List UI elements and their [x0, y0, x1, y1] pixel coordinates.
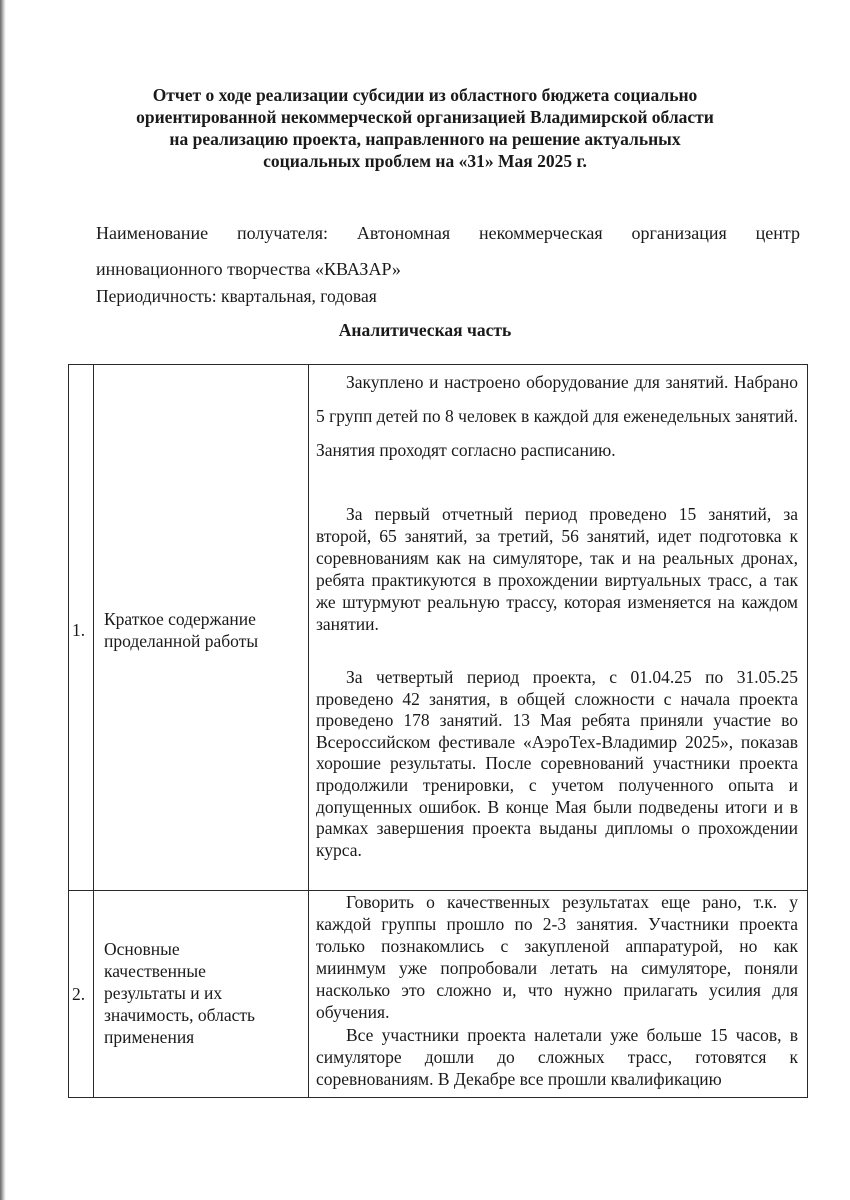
- recipient-line-2: инновационного творчества «КВАЗАР»: [96, 259, 401, 279]
- table-border-right: [807, 364, 808, 1098]
- row-label-line: значимость, область: [104, 1005, 256, 1025]
- column-divider: [93, 364, 94, 1098]
- report-title: [100, 84, 750, 172]
- recipient-word: центр: [755, 223, 800, 243]
- row-number: 1.: [72, 620, 86, 640]
- row-label: [104, 608, 258, 652]
- row-label-line: качественные: [104, 961, 206, 981]
- recipient-word: некоммерческая: [479, 223, 603, 243]
- table-border-bottom: [68, 1097, 808, 1098]
- row-paragraph: Закуплено и настроено оборудование для занятий. Набрано 5 групп детей по 8 человек в каждой для еженедельных занятий. Занятия проходят согласно расписанию.: [316, 372, 798, 460]
- row-label: [104, 938, 255, 1048]
- title-line: на реализацию проекта, направленного на решение актуальных: [169, 129, 681, 149]
- row-paragraph: Все участники проекта налетали уже больше 15 часов, в симуляторе дошли до сложных трасс, готовятся к соревнованиям. В Декабре все прошли квалификацию: [316, 1025, 798, 1089]
- title-line: Отчет о ходе реализации субсидии из областного бюджета социально: [152, 85, 698, 105]
- row-number: 2.: [72, 984, 86, 1004]
- row-label-line: результаты и их: [104, 983, 223, 1003]
- title-line: социальных проблем на «31» Мая 2025 г.: [263, 151, 587, 171]
- scan-edge: [0, 0, 6, 1200]
- recipient-word: Наименование: [96, 223, 209, 243]
- row-label-line: проделанной работы: [104, 631, 259, 651]
- row-paragraph: За первый отчетный период проведено 15 занятий, за второй, 65 занятий, за третий, 56 занятий, идет подготовка к соревнованиям как на симуляторе, так и на реальных дронах, ребята практикуются в прохождении виртуальных трасс, а так же штурмуют реальную трассу, которая изменяется на каждом занятии.: [316, 504, 798, 634]
- table-border-left: [68, 364, 69, 1098]
- periodicity: Периодичность: квартальная, годовая: [96, 286, 377, 306]
- row-label-line: Основные: [104, 939, 180, 959]
- recipient-word: Автономная: [356, 223, 451, 243]
- row-paragraph: Говорить о качественных результатах еще рано, т.к. у каждой группы прошло по 2-3 занятия. Участники проекта только познакомлись с закупленой аппаратурой, но как миинмум уже попробовали летать на симуляторе, поняли насколько это сложно и, что нужно прилагать усилия для обучения.: [316, 892, 798, 1022]
- row-label-line: применения: [104, 1027, 195, 1047]
- column-divider: [308, 364, 309, 1098]
- recipient-word: организация: [631, 223, 727, 243]
- section-heading: Аналитическая часть: [338, 320, 512, 340]
- row-paragraph: За четвертый период проекта, с 01.04.25 по 31.05.25 проведено 42 занятия, в общей сложности с начала проекта проведено 178 занятий. 13 Мая ребята приняли участие во Всероссийском фестивале «АэроТех-Владимир 2025», показав хорошие результаты. После соревнований участники проекта продолжили тренировки, с учетом полученного опыта и допущенных ошибок. В конце Мая были подведены итоги и в рамках завершения проекта выданы дипломы о прохождении курса.: [316, 667, 798, 860]
- recipient-word: получателя:: [236, 223, 329, 243]
- recipient-line-1: [96, 215, 800, 251]
- title-line: ориентированной некоммерческой организацией Владимирской области: [136, 107, 714, 127]
- row-label-line: Краткое содержание: [104, 609, 256, 629]
- recipient-block: [96, 215, 800, 287]
